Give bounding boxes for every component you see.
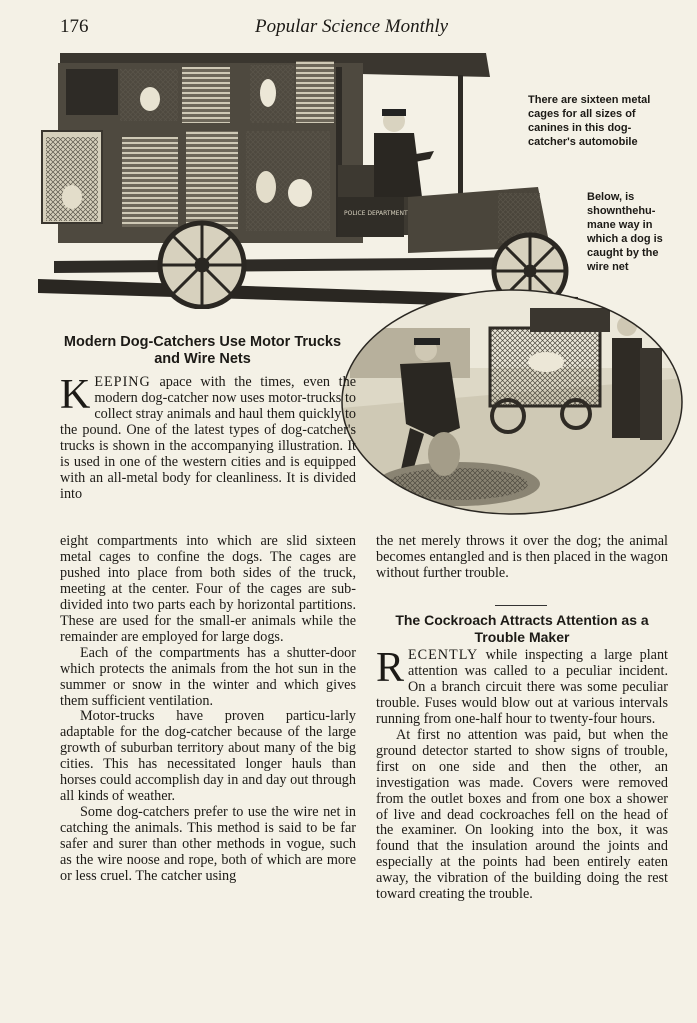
article2-paragraph-2: At first no attention was paid, but when the ground detector started to show signs of trouble, first on one side and then the other, an investigation was made. Covers were removed from the outlet boxes and from one box a shower of live and dead cockroaches fell on the head of the examiner. On looking into the box, it was found that the insulation around the joints and especially at the points had been entirely eaten away, the vibration of the building doing the rest toward creating the trouble.	[376, 726, 668, 903]
article2-title: The Cockroach Attracts Attention as a Trouble Maker	[395, 612, 649, 645]
article1-dropcap: K	[60, 372, 91, 418]
article1-body-column-2	[376, 534, 668, 582]
truck-caption: There are sixteen metal cages for all sizes of canines in this dog-catcher's automobile	[528, 94, 651, 148]
article1-lead-caps: EEPING	[94, 374, 151, 390]
article1-paragraph-1-head: apace with the times, even the modern dog-catcher now uses motor-trucks to collect stray animals and haul them quickly to the pound. One of the latest types of dog-catcher's trucks is shown in the accompanying illustration. It is used in one of the western cities and is equipped with an all-metal body for cleanliness. It is divided into	[60, 374, 356, 502]
article1-paragraph-4-cont: the net merely throws it over the dog; the animal becomes entangled and is then placed in the wagon without further trouble.	[376, 533, 668, 581]
article1-paragraph-1-tail: eight compartments into which are slid sixteen metal cages to confine the dogs. The cages are pushed into place from both sides of the truck, meeting at the center. Four of the cages are sub-divided into two parts each by horizontal partitions. These are used for the small-er animals while the remainder are employed for large dogs.	[60, 533, 356, 645]
article2-body	[376, 645, 668, 903]
article1-body-top	[60, 372, 356, 503]
door-text: POLICE DEPARTMENT	[344, 210, 408, 217]
dog-catcher-truck-photo	[38, 47, 578, 309]
article1-paragraph-3: Motor-trucks have proven particu-larly adaptable for the dog-catcher because of the large growth of suburban territory about many of the big cities. This has necessitated longer hauls than horses could accomplish day in and day out through all kinds of weather.	[60, 708, 356, 805]
net-caption: Below, is shownthehu-mane way in which a dog is caught by the wire net	[587, 191, 663, 273]
article2-paragraph-1: while inspecting a large plant attention was called to a peculiar incident. On a branch circuit there was some peculiar trouble. Fuses would blow out at various intervals running from one-half hour to twenty-four hours.	[376, 647, 668, 727]
article1-title: Modern Dog-Catchers Use Motor Trucks and Wire Nets	[63, 334, 342, 367]
page-number: 176	[60, 16, 89, 37]
article1-paragraph-2: Each of the compartments has a shutter-door which protects the animals from the hot sun in the summer or snow in the winter and which gives them sufficient ventilation.	[60, 644, 356, 709]
magazine-title: Popular Science Monthly	[255, 16, 449, 37]
article1-body-column-1	[60, 534, 356, 885]
section-divider	[495, 605, 547, 606]
article2-lead-caps: ECENTLY	[408, 647, 479, 663]
article1-paragraph-4: Some dog-catchers prefer to use the wire net in catching the animals. This method is said to be far safer and surer than other methods in vogue, such as the wire noose and rope, both of which are more or less cruel. The catcher using	[60, 804, 356, 885]
wire-net-photo	[340, 288, 685, 516]
article2-dropcap: R	[376, 645, 405, 691]
